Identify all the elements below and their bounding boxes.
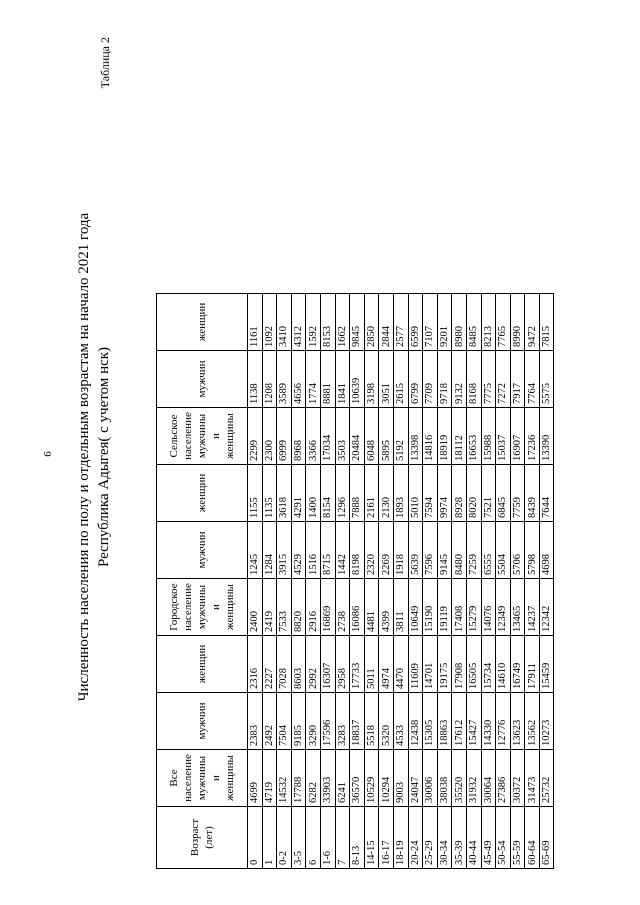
value-cell: 15190 [423, 579, 438, 636]
age-cell: 55-59 [510, 807, 525, 869]
header-rural: Сельское население мужчины и женщины [157, 408, 248, 465]
value-cell: 1208 [262, 351, 277, 408]
value-cell: 1155 [248, 465, 263, 522]
value-cell: 8020 [466, 465, 481, 522]
value-cell: 9845 [350, 294, 365, 351]
value-cell: 8715 [320, 522, 335, 579]
value-cell: 6845 [496, 465, 511, 522]
value-cell: 2577 [393, 294, 408, 351]
value-cell: 18837 [350, 693, 365, 750]
age-cell: 0 [248, 807, 263, 869]
value-cell: 5504 [496, 522, 511, 579]
value-cell: 5320 [379, 693, 394, 750]
value-cell: 2615 [393, 351, 408, 408]
value-cell: 2492 [262, 693, 277, 750]
value-cell: 5798 [525, 522, 540, 579]
value-cell: 20484 [350, 408, 365, 465]
value-cell: 6048 [364, 408, 379, 465]
age-cell: 40-44 [466, 807, 481, 869]
value-cell: 15734 [481, 636, 496, 693]
value-cell: 8213 [481, 294, 496, 351]
table-row [496, 294, 511, 869]
header-rural-women: женщин [157, 294, 248, 351]
value-cell: 13398 [408, 408, 423, 465]
value-cell: 7259 [466, 522, 481, 579]
value-cell: 8480 [452, 522, 467, 579]
value-cell: 5192 [393, 408, 408, 465]
value-cell: 4399 [379, 579, 394, 636]
header-age: Возраст (лет) [157, 807, 248, 869]
value-cell: 5010 [408, 465, 423, 522]
value-cell: 14610 [496, 636, 511, 693]
value-cell: 4470 [393, 636, 408, 693]
value-cell: 3198 [364, 351, 379, 408]
value-cell: 13562 [525, 693, 540, 750]
age-cell: 0-2 [277, 807, 292, 869]
age-cell: 7 [335, 807, 350, 869]
value-cell: 10529 [364, 750, 379, 807]
value-cell: 6999 [277, 408, 292, 465]
value-cell: 9185 [291, 693, 306, 750]
value-cell: 14330 [481, 693, 496, 750]
value-cell: 10639 [350, 351, 365, 408]
value-cell: 2227 [262, 636, 277, 693]
table-row [539, 294, 554, 869]
value-cell: 5895 [379, 408, 394, 465]
table-row [408, 294, 423, 869]
value-cell: 1662 [335, 294, 350, 351]
value-cell: 8439 [525, 465, 540, 522]
value-cell: 18863 [437, 693, 452, 750]
value-cell: 17788 [291, 750, 306, 807]
value-cell: 6599 [408, 294, 423, 351]
value-cell: 2419 [262, 579, 277, 636]
value-cell: 35520 [452, 750, 467, 807]
value-cell: 14237 [525, 579, 540, 636]
value-cell: 1161 [248, 294, 263, 351]
value-cell: 16653 [466, 408, 481, 465]
value-cell: 7709 [423, 351, 438, 408]
table-row [525, 294, 540, 869]
value-cell: 3618 [277, 465, 292, 522]
value-cell: 13465 [510, 579, 525, 636]
value-cell: 9472 [525, 294, 540, 351]
table-row [466, 294, 481, 869]
value-cell: 9201 [437, 294, 452, 351]
value-cell: 2161 [364, 465, 379, 522]
value-cell: 7775 [481, 351, 496, 408]
value-cell: 1135 [262, 465, 277, 522]
value-cell: 7533 [277, 579, 292, 636]
value-cell: 8820 [291, 579, 306, 636]
age-cell: 50-54 [496, 807, 511, 869]
value-cell: 12349 [496, 579, 511, 636]
value-cell: 2958 [335, 636, 350, 693]
age-cell: 1 [262, 807, 277, 869]
value-cell: 14701 [423, 636, 438, 693]
value-cell: 7504 [277, 693, 292, 750]
value-cell: 16086 [350, 579, 365, 636]
value-cell: 33903 [320, 750, 335, 807]
value-cell: 9132 [452, 351, 467, 408]
value-cell: 3589 [277, 351, 292, 408]
table-row [510, 294, 525, 869]
table-row [306, 294, 321, 869]
table-row [393, 294, 408, 869]
page-title: Численность населения по полу и отдельным возрастам на начало 2021 года [76, 212, 92, 702]
value-cell: 6241 [335, 750, 350, 807]
value-cell: 7028 [277, 636, 292, 693]
page-subtitle: Республика Адыгея( с учетом нск) [96, 346, 112, 568]
value-cell: 16505 [466, 636, 481, 693]
value-cell: 1245 [248, 522, 263, 579]
value-cell: 1092 [262, 294, 277, 351]
value-cell: 12776 [496, 693, 511, 750]
value-cell: 4312 [291, 294, 306, 351]
age-cell: 65-69 [539, 807, 554, 869]
age-cell: 3-5 [291, 807, 306, 869]
page-number: 6 [42, 451, 54, 457]
age-cell: 16-17 [379, 807, 394, 869]
value-cell: 5575 [539, 351, 554, 408]
age-cell: 25-29 [423, 807, 438, 869]
value-cell: 2383 [248, 693, 263, 750]
header-urban-men: мужчин [157, 522, 248, 579]
age-cell: 60-64 [525, 807, 540, 869]
value-cell: 1774 [306, 351, 321, 408]
value-cell: 13623 [510, 693, 525, 750]
value-cell: 8928 [452, 465, 467, 522]
value-cell: 17733 [350, 636, 365, 693]
age-cell: 6 [306, 807, 321, 869]
age-cell: 18-19 [393, 807, 408, 869]
value-cell: 10649 [408, 579, 423, 636]
value-cell: 11609 [408, 636, 423, 693]
value-cell: 4699 [248, 750, 263, 807]
value-cell: 6555 [481, 522, 496, 579]
table-row [437, 294, 452, 869]
value-cell: 1893 [393, 465, 408, 522]
age-cell: 45-49 [481, 807, 496, 869]
value-cell: 19119 [437, 579, 452, 636]
value-cell: 7765 [496, 294, 511, 351]
value-cell: 1284 [262, 522, 277, 579]
table-row [335, 294, 350, 869]
value-cell: 2844 [379, 294, 394, 351]
value-cell: 5706 [510, 522, 525, 579]
value-cell: 30064 [481, 750, 496, 807]
value-cell: 7107 [423, 294, 438, 351]
table-row [350, 294, 365, 869]
value-cell: 7521 [481, 465, 496, 522]
table-row [452, 294, 467, 869]
value-cell: 8198 [350, 522, 365, 579]
table-body [248, 294, 554, 869]
value-cell: 2320 [364, 522, 379, 579]
value-cell: 2300 [262, 408, 277, 465]
value-cell: 14532 [277, 750, 292, 807]
value-cell: 18112 [452, 408, 467, 465]
value-cell: 17908 [452, 636, 467, 693]
header-urban: Городское население мужчины и женщины [157, 579, 248, 636]
value-cell: 17236 [525, 408, 540, 465]
value-cell: 5518 [364, 693, 379, 750]
value-cell: 7888 [350, 465, 365, 522]
value-cell: 3283 [335, 693, 350, 750]
header-total-women: женщин [157, 636, 248, 693]
value-cell: 19175 [437, 636, 452, 693]
value-cell: 2130 [379, 465, 394, 522]
value-cell: 7759 [510, 465, 525, 522]
value-cell: 9003 [393, 750, 408, 807]
value-cell: 15988 [481, 408, 496, 465]
table-row [481, 294, 496, 869]
value-cell: 9974 [437, 465, 452, 522]
value-cell: 3503 [335, 408, 350, 465]
value-cell: 4698 [539, 522, 554, 579]
value-cell: 16307 [320, 636, 335, 693]
value-cell: 12342 [539, 579, 554, 636]
value-cell: 9145 [437, 522, 452, 579]
header-total: Все население мужчины и женщины [157, 750, 248, 807]
value-cell: 4533 [393, 693, 408, 750]
value-cell: 8153 [320, 294, 335, 351]
value-cell: 14816 [423, 408, 438, 465]
value-cell: 12438 [408, 693, 423, 750]
value-cell: 15305 [423, 693, 438, 750]
value-cell: 17034 [320, 408, 335, 465]
value-cell: 17612 [452, 693, 467, 750]
value-cell: 3051 [379, 351, 394, 408]
value-cell: 6799 [408, 351, 423, 408]
table-row [379, 294, 394, 869]
population-table [156, 293, 554, 869]
value-cell: 1841 [335, 351, 350, 408]
age-cell: 20-24 [408, 807, 423, 869]
value-cell: 17596 [320, 693, 335, 750]
value-cell: 4291 [291, 465, 306, 522]
value-cell: 36570 [350, 750, 365, 807]
value-cell: 2738 [335, 579, 350, 636]
value-cell: 15427 [466, 693, 481, 750]
value-cell: 15037 [496, 408, 511, 465]
table-label: Таблица 2 [98, 37, 112, 89]
value-cell: 8990 [510, 294, 525, 351]
value-cell: 15279 [466, 579, 481, 636]
value-cell: 7594 [423, 465, 438, 522]
value-cell: 8168 [466, 351, 481, 408]
value-cell: 6282 [306, 750, 321, 807]
value-cell: 4974 [379, 636, 394, 693]
value-cell: 4719 [262, 750, 277, 807]
value-cell: 7917 [510, 351, 525, 408]
value-cell: 8980 [452, 294, 467, 351]
value-cell: 9718 [437, 351, 452, 408]
value-cell: 31473 [525, 750, 540, 807]
value-cell: 1442 [335, 522, 350, 579]
value-cell: 2400 [248, 579, 263, 636]
age-cell: 1-6 [320, 807, 335, 869]
value-cell: 16869 [320, 579, 335, 636]
value-cell: 1516 [306, 522, 321, 579]
value-cell: 1918 [393, 522, 408, 579]
value-cell: 8603 [291, 636, 306, 693]
value-cell: 8485 [466, 294, 481, 351]
value-cell: 18919 [437, 408, 452, 465]
value-cell: 25732 [539, 750, 554, 807]
value-cell: 1592 [306, 294, 321, 351]
value-cell: 7815 [539, 294, 554, 351]
value-cell: 7596 [423, 522, 438, 579]
value-cell: 7272 [496, 351, 511, 408]
value-cell: 15459 [539, 636, 554, 693]
value-cell: 14076 [481, 579, 496, 636]
age-cell: 14-15 [364, 807, 379, 869]
table-header-row [157, 294, 248, 869]
table-row [291, 294, 306, 869]
value-cell: 16749 [510, 636, 525, 693]
value-cell: 2850 [364, 294, 379, 351]
value-cell: 8154 [320, 465, 335, 522]
rotated-page [62, 37, 640, 877]
age-cell: 35-39 [452, 807, 467, 869]
value-cell: 4656 [291, 351, 306, 408]
table-row [262, 294, 277, 869]
value-cell: 1138 [248, 351, 263, 408]
table-row [320, 294, 335, 869]
value-cell: 17911 [525, 636, 540, 693]
value-cell: 38038 [437, 750, 452, 807]
value-cell: 27386 [496, 750, 511, 807]
value-cell: 3915 [277, 522, 292, 579]
table-row [248, 294, 263, 869]
value-cell: 2269 [379, 522, 394, 579]
value-cell: 8968 [291, 408, 306, 465]
value-cell: 3290 [306, 693, 321, 750]
header-rural-men: мужчин [157, 351, 248, 408]
value-cell: 8881 [320, 351, 335, 408]
value-cell: 2916 [306, 579, 321, 636]
header-urban-women: женщин [157, 465, 248, 522]
value-cell: 3410 [277, 294, 292, 351]
value-cell: 30006 [423, 750, 438, 807]
value-cell: 5639 [408, 522, 423, 579]
value-cell: 13390 [539, 408, 554, 465]
value-cell: 7764 [525, 351, 540, 408]
value-cell: 16907 [510, 408, 525, 465]
value-cell: 31932 [466, 750, 481, 807]
value-cell: 2316 [248, 636, 263, 693]
age-cell: 30-34 [437, 807, 452, 869]
value-cell: 1400 [306, 465, 321, 522]
value-cell: 10294 [379, 750, 394, 807]
header-total-men: мужчин [157, 693, 248, 750]
value-cell: 7644 [539, 465, 554, 522]
table-row [423, 294, 438, 869]
value-cell: 4529 [291, 522, 306, 579]
value-cell: 4481 [364, 579, 379, 636]
value-cell: 3366 [306, 408, 321, 465]
value-cell: 2299 [248, 408, 263, 465]
value-cell: 2992 [306, 636, 321, 693]
value-cell: 17408 [452, 579, 467, 636]
value-cell: 24047 [408, 750, 423, 807]
table-row [277, 294, 292, 869]
value-cell: 1296 [335, 465, 350, 522]
value-cell: 5011 [364, 636, 379, 693]
age-cell: 8-13 [350, 807, 365, 869]
value-cell: 10273 [539, 693, 554, 750]
value-cell: 30372 [510, 750, 525, 807]
value-cell: 3811 [393, 579, 408, 636]
table-row [364, 294, 379, 869]
